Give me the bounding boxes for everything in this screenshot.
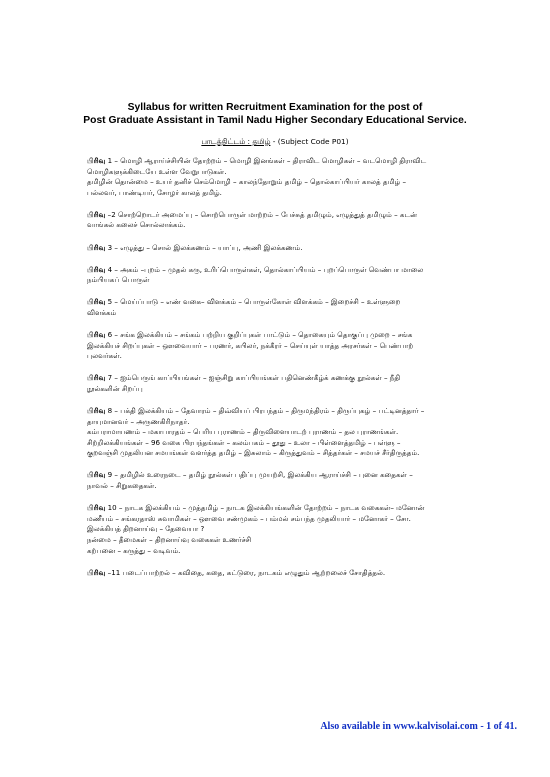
- section-label: பிரிவு: [87, 470, 106, 480]
- section-text: தமிழின் தொன்மை – உயர் தனிச் செம்மொழி – காலந்தோறும் தமிழ் – தொல்காப்பியர் காலத் தமிழ் –: [87, 177, 407, 187]
- section-line: [87, 546, 499, 557]
- section-line: [87, 330, 499, 341]
- section-line: [87, 514, 499, 525]
- section-label: பிரிவு: [87, 264, 106, 274]
- section-text: 7 – ஐம்பெருங் காப்பியங்கள் – ஐஞ்சிறு காப்பியங்கள் பதினெண்கீழ்க் கணக்கு நூல்கள் – நீதி: [107, 373, 401, 383]
- section-line: [87, 427, 499, 438]
- section-line: [87, 177, 499, 188]
- title-line-2: Post Graduate Assistant in Tamil Nadu Higher Secondary Educational Service.: [83, 115, 467, 126]
- section-text: கம்பராமாயணம் – மகாபாரதம் – பெரிய புராணம் – திருவிளையாடற் புராணம் – தல புராணங்கள்.: [87, 427, 399, 437]
- section-line: [87, 481, 499, 492]
- section-text: 1 – மொழி ஆராய்ச்சியின் தோற்றம் – மொழி இனங்கள் – திராவிட மொழிகள் – வடமொழி திராவிட: [107, 156, 427, 165]
- section-line: [87, 470, 499, 481]
- section-line: [87, 417, 499, 428]
- section-line: [87, 524, 499, 535]
- section-line: [87, 503, 499, 514]
- syllabus-section: [87, 210, 499, 231]
- section-text: நூல்களின் சிறப்பு: [87, 383, 143, 393]
- section-text: வாங்கல் கலைச் சொல்லாக்கம்.: [87, 220, 186, 230]
- subject-code: - (Subject Code P01): [270, 137, 349, 146]
- section-line: [87, 275, 499, 286]
- syllabus-section: [87, 373, 499, 394]
- section-text: –11 படைப்பாற்றல் – கவிதை, கதை, கட்டுரை, நாடகம் எழுதும் ஆற்றலைச் சோதித்தல்.: [107, 567, 386, 577]
- section-label: பிரிவு: [87, 297, 106, 307]
- section-label: பிரிவு: [87, 567, 106, 577]
- section-line: [87, 535, 499, 546]
- section-text: நம்பியகப் பொருள்: [87, 275, 150, 285]
- section-label: பிரிவு: [87, 373, 106, 383]
- section-line: [87, 448, 499, 459]
- section-text: குறவஞ்சி முதலியன சமயங்கள் வளர்த்த தமிழ் – இசுலாம் – கிருத்துவம் – சித்தர்கள் – சமயச் சீர்திருத்தம்.: [87, 448, 420, 458]
- section-label: பிரிவு: [87, 209, 106, 219]
- section-text: 10 – நாடக இலக்கியம் – முத்தமிழ் – நாடக இலக்கியங்களின் தோற்றம் – நாடக வகைகள்– மனோன்: [107, 503, 425, 513]
- section-line: [87, 188, 499, 199]
- section-line: [87, 297, 499, 308]
- section-line: [87, 220, 499, 231]
- section-text: மொழிகளுக்கிடையே உள்ள வேறுபாடுகள்.: [87, 166, 227, 176]
- section-text: பல்லவர், பாண்டியர், சோழர் காலத் தமிழ்.: [87, 187, 222, 197]
- section-text: 5 – மெய்ப்பாடு – எண் வகை– விளக்கம் – பொருள்கோள் விளக்கம் – இறைச்சி – உள்ளுறை: [107, 297, 401, 307]
- section-text: கற்பனை – கருத்து – வடிவம்.: [87, 545, 181, 555]
- subject-label: பாடத்திட்டம் : தமிழ்: [201, 137, 271, 146]
- section-line: [87, 308, 499, 319]
- section-text: 4 – அகம் –புறம் – முதல் கரு, உரிப்பொருள்கள், தொல்காப்பியம் – புறப்பொருள் வெண்பா மாலை: [107, 264, 424, 274]
- section-text: இலக்கியச் சிறப்புகள் – ஔவையார் – பரணர், கபிலர், நக்கீரர் – செய்யுள் யாத்த அரசர்கள் – பெண்பாற்: [87, 340, 414, 350]
- section-text: 8 – பக்தி இலக்கியம் – தேவாரம் – திவ்வியப் பிரபந்தம் – திருமந்திரம் – திருப்புகழ் – பட்டினத்தார் –: [107, 406, 425, 415]
- section-label: பிரிவு: [87, 330, 106, 340]
- section-text: சிற்றிலக்கியங்கள் – 96 வகை பிரபந்தங்கள் – கலம்பகம் – தூது – உலா – பிள்ளைத்தமிழ் – பள்ளு –: [87, 437, 401, 447]
- section-text: புலவர்கள்.: [87, 351, 122, 361]
- section-line: [87, 243, 499, 254]
- syllabus-section: [87, 243, 499, 254]
- section-line: [87, 384, 499, 395]
- section-label: பிரிவு: [87, 406, 106, 415]
- section-line: [87, 406, 499, 417]
- section-line: [87, 568, 499, 579]
- section-line: [87, 265, 499, 276]
- section-text: மணீயம் – சங்கரதாஸ் சுவாமிகள் – ஔவை சண்முகம் – பம்மல் சம்பந்த முதலியார் – மனோகர் – சோ.: [87, 513, 411, 523]
- section-text: இலக்கியத் திறனாய்வு – தேவையா ?: [87, 524, 205, 534]
- syllabus-section: [87, 297, 499, 318]
- title-line-1: Syllabus for written Recruitment Examination for the post of: [127, 102, 423, 113]
- section-line: [87, 438, 499, 449]
- section-line: [87, 210, 499, 221]
- section-text: 3 – எழுத்து – சொல் இலக்கணம் – யாப்பு, அணி இலக்கணம்.: [107, 242, 303, 252]
- section-line: [87, 351, 499, 362]
- syllabus-section: [87, 265, 499, 286]
- section-line: [87, 341, 499, 352]
- section-text: நன்மை – தீமைகள் – திறனாய்வு வகைகள் உணர்ச்சி: [87, 534, 252, 544]
- document-title: [40, 101, 510, 127]
- syllabus-sections: [87, 156, 499, 590]
- section-line: [87, 167, 499, 178]
- syllabus-section: [87, 568, 499, 579]
- section-text: 6 – சங்க இலக்கியம் – சங்கம் பற்றிய குறிப்புகள் பாட்டும் – தொகையும் தொகுப்பு முறை – சங்க: [107, 330, 413, 340]
- section-label: பிரிவு: [87, 242, 106, 252]
- syllabus-section: [87, 503, 499, 556]
- section-text: 9 – தமிழில் உரைநடை – தமிழ் நூல்கள் பதிப்பு முயற்சி, இலக்கிய ஆராய்ச்சி – புனை கதைகள் –: [107, 470, 413, 480]
- section-line: [87, 156, 499, 167]
- section-text: நாவல் – சிறுகதைகள்.: [87, 481, 157, 491]
- section-text: விளக்கம்: [87, 307, 117, 317]
- section-line: [87, 373, 499, 384]
- syllabus-section: [87, 406, 499, 459]
- subject-heading: [40, 137, 510, 147]
- syllabus-section: [87, 156, 499, 198]
- section-label: பிரிவு: [87, 156, 106, 165]
- section-text: தாயுமானவர் – அருணகிரிநாதர்.: [87, 416, 190, 426]
- syllabus-section: [87, 330, 499, 362]
- footer-link[interactable]: Also available in www.kalvisolai.com - 1 of 41.: [320, 721, 517, 732]
- section-label: பிரிவு: [87, 503, 106, 513]
- syllabus-section: [87, 470, 499, 491]
- section-text: –2 சொற்றொடர் அமைப்பு – சொற்பொருள் மாற்றம் – பேச்சுத் தமிழும், எழுத்துத் தமிழும் – கடன்: [107, 209, 417, 219]
